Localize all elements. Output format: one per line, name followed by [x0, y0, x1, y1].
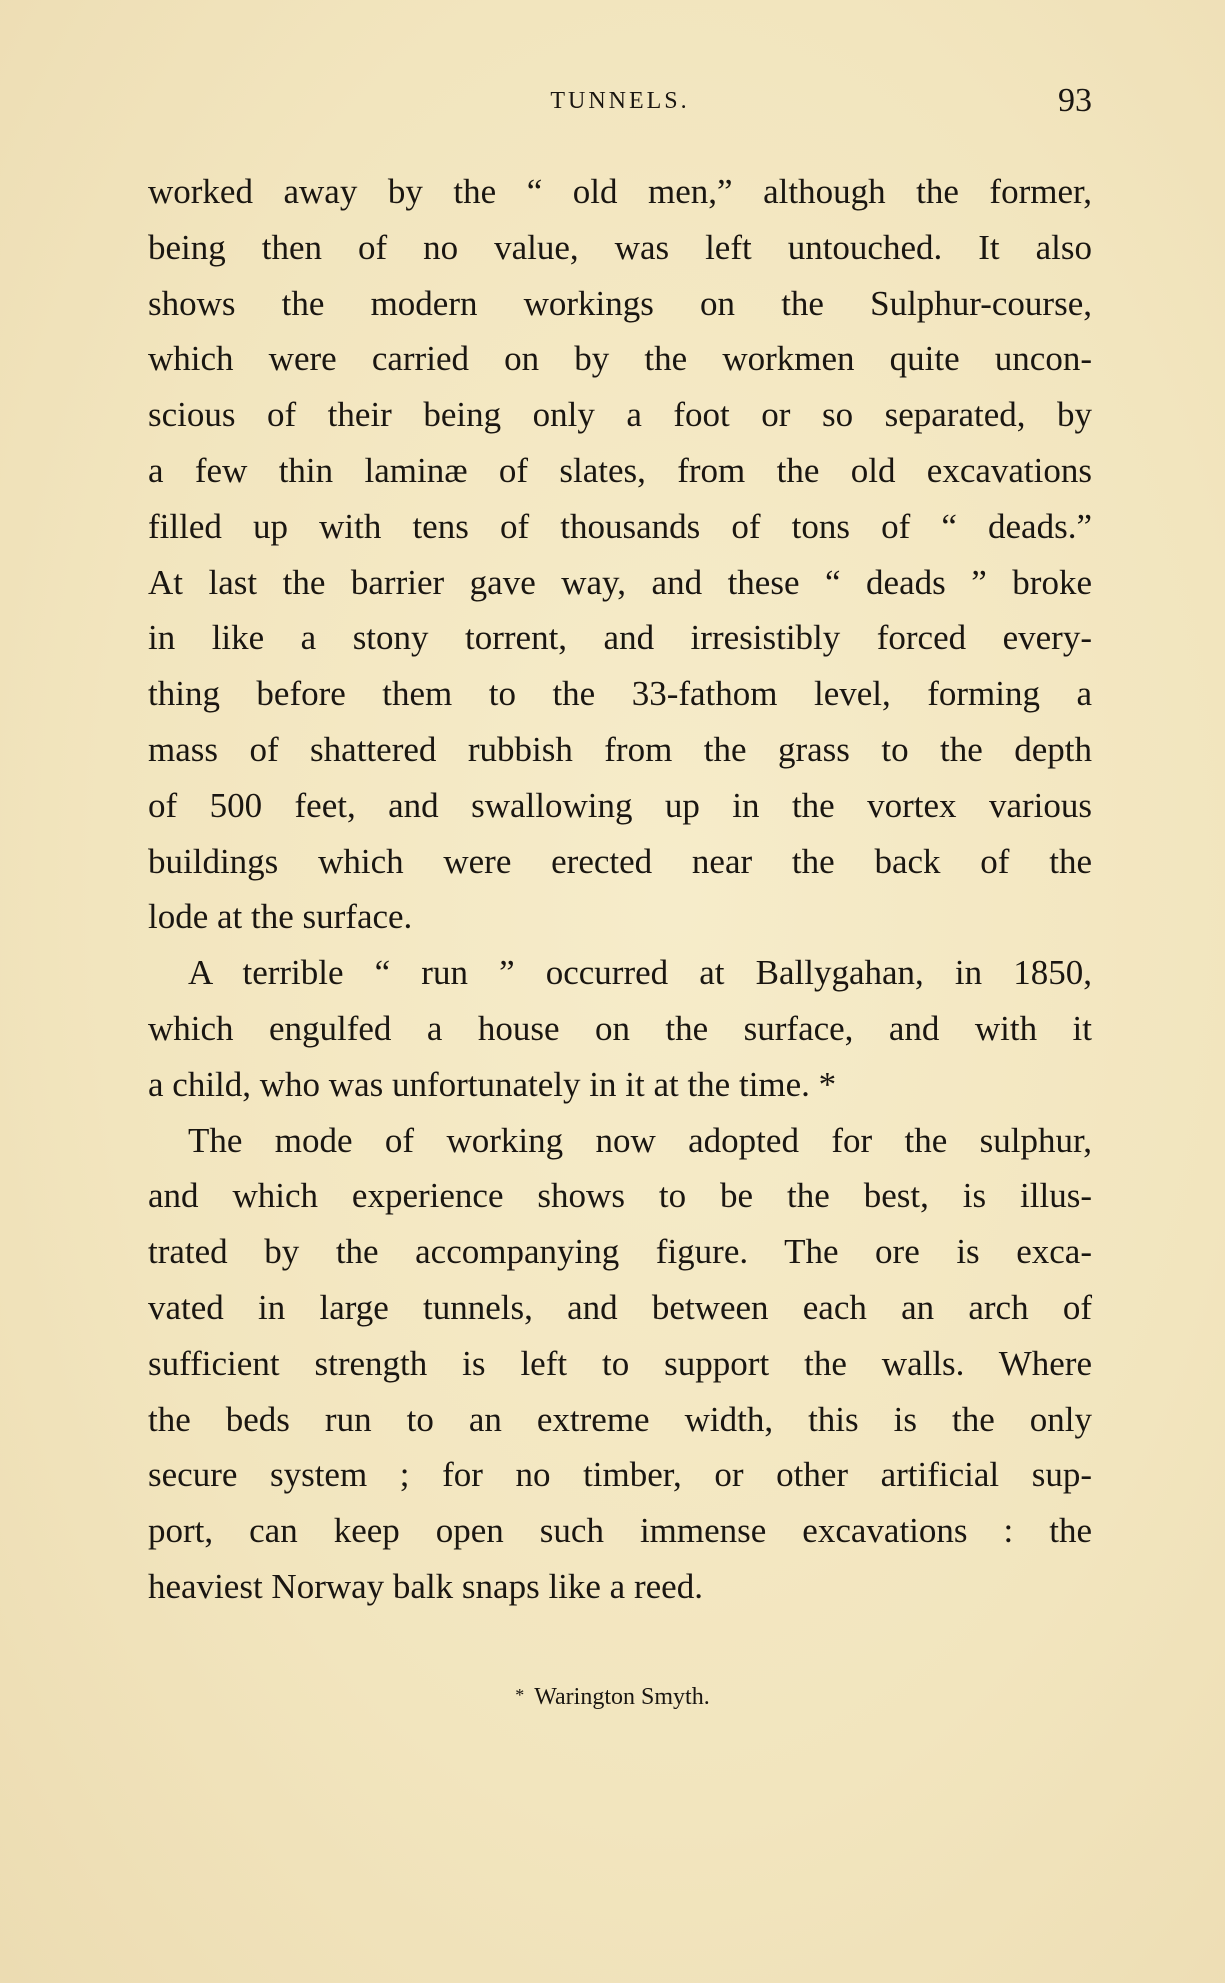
text-line: the beds run to an extreme width, this is the only — [148, 1399, 1092, 1439]
text-line: of 500 feet, and swallowing up in the vortex various — [148, 785, 1092, 825]
text-line: At last the barrier gave way, and these “ deads ” broke — [148, 562, 1092, 602]
text-line: port, can keep open such immense excavations : the — [148, 1511, 1092, 1551]
text-line: being then of no value, was left untouched. It also — [148, 227, 1092, 267]
text-line: worked away by the “ old men,” although the former, — [148, 172, 1092, 211]
footnote-text: Warington Smyth. — [534, 1684, 710, 1710]
text-line: lode at the surface. — [148, 897, 413, 937]
text-line: in like a stony torrent, and irresistibly forced every- — [148, 618, 1092, 658]
text-line: trated by the accompanying figure. The ore is exca- — [148, 1232, 1092, 1272]
running-head — [148, 82, 1092, 122]
text-line: sufficient strength is left to support the walls. Where — [148, 1343, 1092, 1383]
text-line: heaviest Norway balk snaps like a reed. — [148, 1566, 703, 1606]
body-text — [148, 164, 1092, 1615]
running-title: TUNNELS. — [550, 88, 690, 114]
text-line: a child, who was unfortunately in it at the time. * — [148, 1064, 837, 1104]
paragraph-start-line: A terrible “ run ” occurred at Ballygahan, in 1850, — [188, 953, 1092, 993]
text-line: mass of shattered rubbish from the grass to the depth — [148, 729, 1092, 769]
text-line: shows the modern workings on the Sulphur-course, — [148, 283, 1092, 323]
text-line: vated in large tunnels, and between each an arch of — [148, 1287, 1092, 1327]
text-line: buildings which were erected near the back of the — [148, 841, 1092, 881]
text-line: scious of their being only a foot or so separated, by — [148, 395, 1092, 435]
paragraph-start-line: The mode of working now adopted for the sulphur, — [188, 1120, 1092, 1160]
text-line: thing before them to the 33-fathom level, forming a — [148, 674, 1092, 714]
page-number: 93 — [1058, 82, 1092, 119]
text-line: secure system ; for no timber, or other artificial sup- — [148, 1455, 1092, 1495]
text-line: which engulfed a house on the surface, and with it — [148, 1008, 1092, 1048]
footnote — [0, 1684, 1225, 1711]
text-line: which were carried on by the workmen quite uncon- — [148, 339, 1092, 379]
footnote-mark: * — [515, 1685, 525, 1705]
text-line: a few thin laminæ of slates, from the old excavations — [148, 450, 1092, 490]
text-line: and which experience shows to be the best, is illus- — [148, 1176, 1092, 1216]
text-line: filled up with tens of thousands of tons of “ deads.” — [148, 506, 1092, 546]
